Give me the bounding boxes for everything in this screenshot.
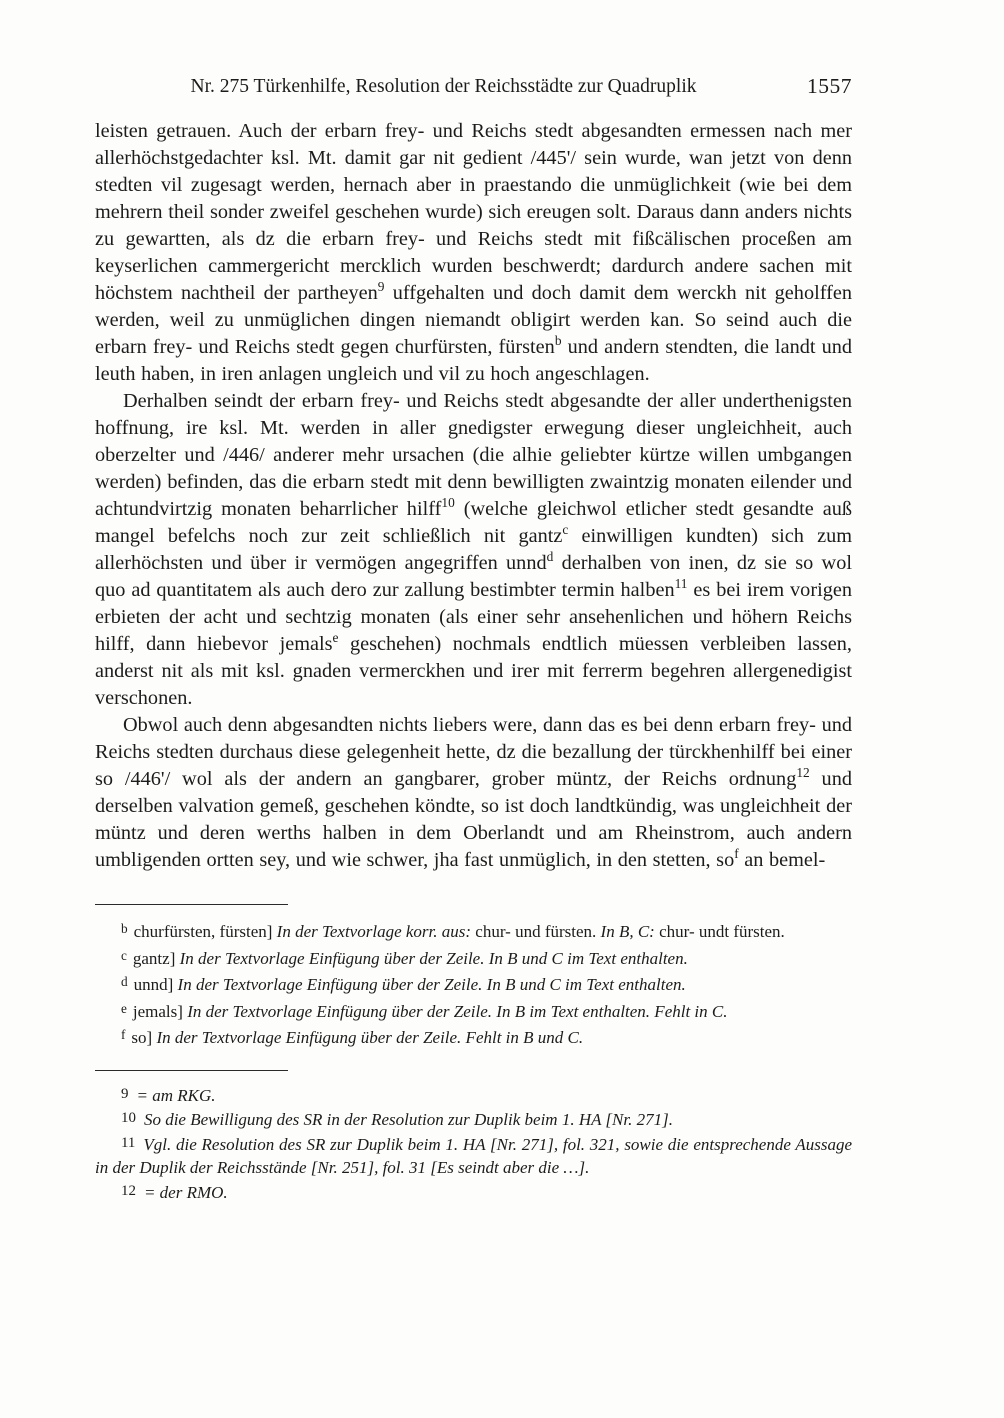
footnote-reference: 9 <box>377 279 385 295</box>
text-run: chur- und fürsten. <box>475 922 601 941</box>
text-block <box>95 76 852 1204</box>
footnote-reference: 11 <box>674 576 688 592</box>
footnote-marker: e <box>121 1000 127 1016</box>
text-run: geschehen) nochmals endtlich müessen verbleiben lassen, anderst nit als mit ksl. gnaden vermerckhen und irer mit ferrerm begehren allergenedigist verschonen. <box>95 633 852 709</box>
text-run: derhalben von inen, dz sie so wol quo ad quantitatem als auch dero zur zallung bestimbter termin halben <box>95 552 852 601</box>
text-run: In der Textvorlage Einfügung über der Zeile. In B im Text enthalten. Fehlt in C. <box>187 1001 728 1021</box>
footnote-marker: c <box>121 947 127 963</box>
footnote <box>95 1023 852 1050</box>
text-run: einwilligen kundten) sich zum allerhöchsten und über ir vermögen angegriffen unnd <box>95 525 852 574</box>
footnote <box>95 1132 852 1180</box>
text-run: und andern stendten, die landt und leuth haben, in iren anlagen ungleich und vil zu hoch angeschlagen. <box>95 336 852 385</box>
text-run: und derselben valvation gemeß, geschehen köndte, so ist doch landtkündig, was ungleichheit der müntz und deren werths halben in dem Oberlandt und am Rheinstrom, auch andern umbligenden ortten sey, und wie schwer, jha fast unmüglich, in den stetten, so <box>95 768 852 871</box>
footnote-reference: 10 <box>441 495 455 511</box>
running-head <box>95 76 852 104</box>
footnote <box>95 944 852 971</box>
text-run: uffgehalten und doch damit dem werckh nit geholffen werden, weil zu unmüglichen dingen niemandt obligirt werden kan. So seind auch die erbarn frey- und Reichs stedt gegen churfürsten, fürsten <box>95 282 853 358</box>
footnote-marker: 12 <box>121 1182 136 1199</box>
text-run: Derhalben seindt der erbarn frey- und Reichs stedt abgesandte der aller underthenigsten hoffnung, ire ksl. Mt. werden in aller gnedigster erwegung dieser ungleichheit, auch oberzelter und /446/ anderer mehr ursachen (die alhie geliebter kürtze willen umbgangen werden) befinden, das die erbarn stedt mit denn bewilligten zwaintzig monaten eilender und achtundvirtzig monaten beharrlicher hilff <box>95 390 852 520</box>
commentary-notes <box>95 1083 852 1205</box>
commentary-separator-rule <box>95 1070 288 1071</box>
text-run: = der RMO. <box>143 1182 228 1202</box>
footnote-reference: 12 <box>796 765 810 781</box>
paragraph <box>95 118 852 388</box>
footnote-reference: c <box>562 522 569 538</box>
text-run: In B, C: <box>600 922 660 941</box>
apparatus-notes <box>95 917 852 1050</box>
footnote-marker: 9 <box>121 1085 129 1102</box>
text-run: = am RKG. <box>136 1085 216 1105</box>
paragraph <box>95 388 852 712</box>
footnote <box>95 1107 852 1132</box>
apparatus-separator-rule <box>95 904 288 905</box>
text-run: churfürsten, fürsten] <box>133 922 277 941</box>
text-run: Vgl. die Resolution des SR zur Duplik beim 1. HA [Nr. 271], fol. 321, sowie die entsprechende Aussage in der Duplik der Reichsstände [Nr. 251], fol. 31 [Es seindt aber die …]. <box>95 1134 852 1177</box>
paragraph <box>95 712 852 874</box>
footnote <box>95 917 852 944</box>
main-text <box>95 118 852 874</box>
text-run: In der Textvorlage Einfügung über der Zeile. Fehlt in B und C. <box>156 1028 584 1047</box>
footnote-marker: b <box>121 921 128 936</box>
footnote-marker: d <box>121 974 128 989</box>
chapter-title: Nr. 275 Türkenhilfe, Resolution der Reichsstädte zur Quadruplik <box>190 76 697 97</box>
text-run: gantz] <box>132 948 180 968</box>
footnote <box>95 997 852 1024</box>
text-run: jemals] <box>132 1001 188 1021</box>
text-run: an bemel- <box>738 849 826 871</box>
text-run: In der Textvorlage korr. aus: <box>276 922 476 941</box>
footnote <box>95 970 852 997</box>
footnote-reference: d <box>546 549 554 565</box>
text-run: (welche gleichwol etlicher stedt gesandte auß mangel befelchs noch zur zeit schließlich nit gantz <box>95 498 852 547</box>
footnote-reference: f <box>734 846 739 862</box>
text-run: chur- undt fürsten. <box>659 922 785 941</box>
footnote-marker: 10 <box>121 1110 136 1126</box>
footnote <box>95 1180 852 1205</box>
page-number: 1557 <box>807 74 852 98</box>
text-run: So die Bewilligung des SR in der Resolution zur Duplik beim 1. HA [Nr. 271]. <box>143 1110 673 1129</box>
footnote-marker: f <box>121 1027 126 1042</box>
text-run: es bei irem vorigen erbieten der acht und sechtzig monaten (als einer sehr ansehenlichen und höhern Reichs hilff, dann hiebevor jemals <box>95 579 852 655</box>
footnote-reference: e <box>332 630 339 646</box>
footnote-reference: b <box>554 333 562 349</box>
footnote <box>95 1083 852 1108</box>
text-run: leisten getrauen. Auch der erbarn frey- und Reichs stedt abgesandten ermessen nach mer allerhöchstgedachter ksl. Mt. damit gar nit gedient /445'/ sein wurde, wan jetzt von denn stedten vil zugesagt werden, hernach aber in praestando die unmüglichkeit (wie bei dem mehrern theil sonder zweifel geschehen wurde) sich ereugen solt. Daraus dann anders nichts zu gewartten, als dz die erbarn frey- und Reichs stedt mit fißcälischen proceßen am keyserlichen cammergericht mercklich wurden beschwerdt; dardurch andere sachen mit höchstem nachtheil der partheyen <box>95 120 852 304</box>
text-run: Obwol auch denn abgesandten nichts liebers were, dann das es bei denn erbarn frey- und Reichs stedten durchaus diese gelegenheit hette, dz die bezallung der türckhenhilff bei einer so /446'/ wol als der andern an gangbarer, grober müntz, der Reichs ordnung <box>95 714 852 790</box>
text-run: In der Textvorlage Einfügung über der Zeile. In B und C im Text enthalten. <box>177 975 686 994</box>
text-run: In der Textvorlage Einfügung über der Zeile. In B und C im Text enthalten. <box>179 948 688 968</box>
text-run: unnd] <box>133 975 178 994</box>
text-run: so] <box>131 1028 157 1047</box>
footnote-marker: 11 <box>121 1134 136 1151</box>
